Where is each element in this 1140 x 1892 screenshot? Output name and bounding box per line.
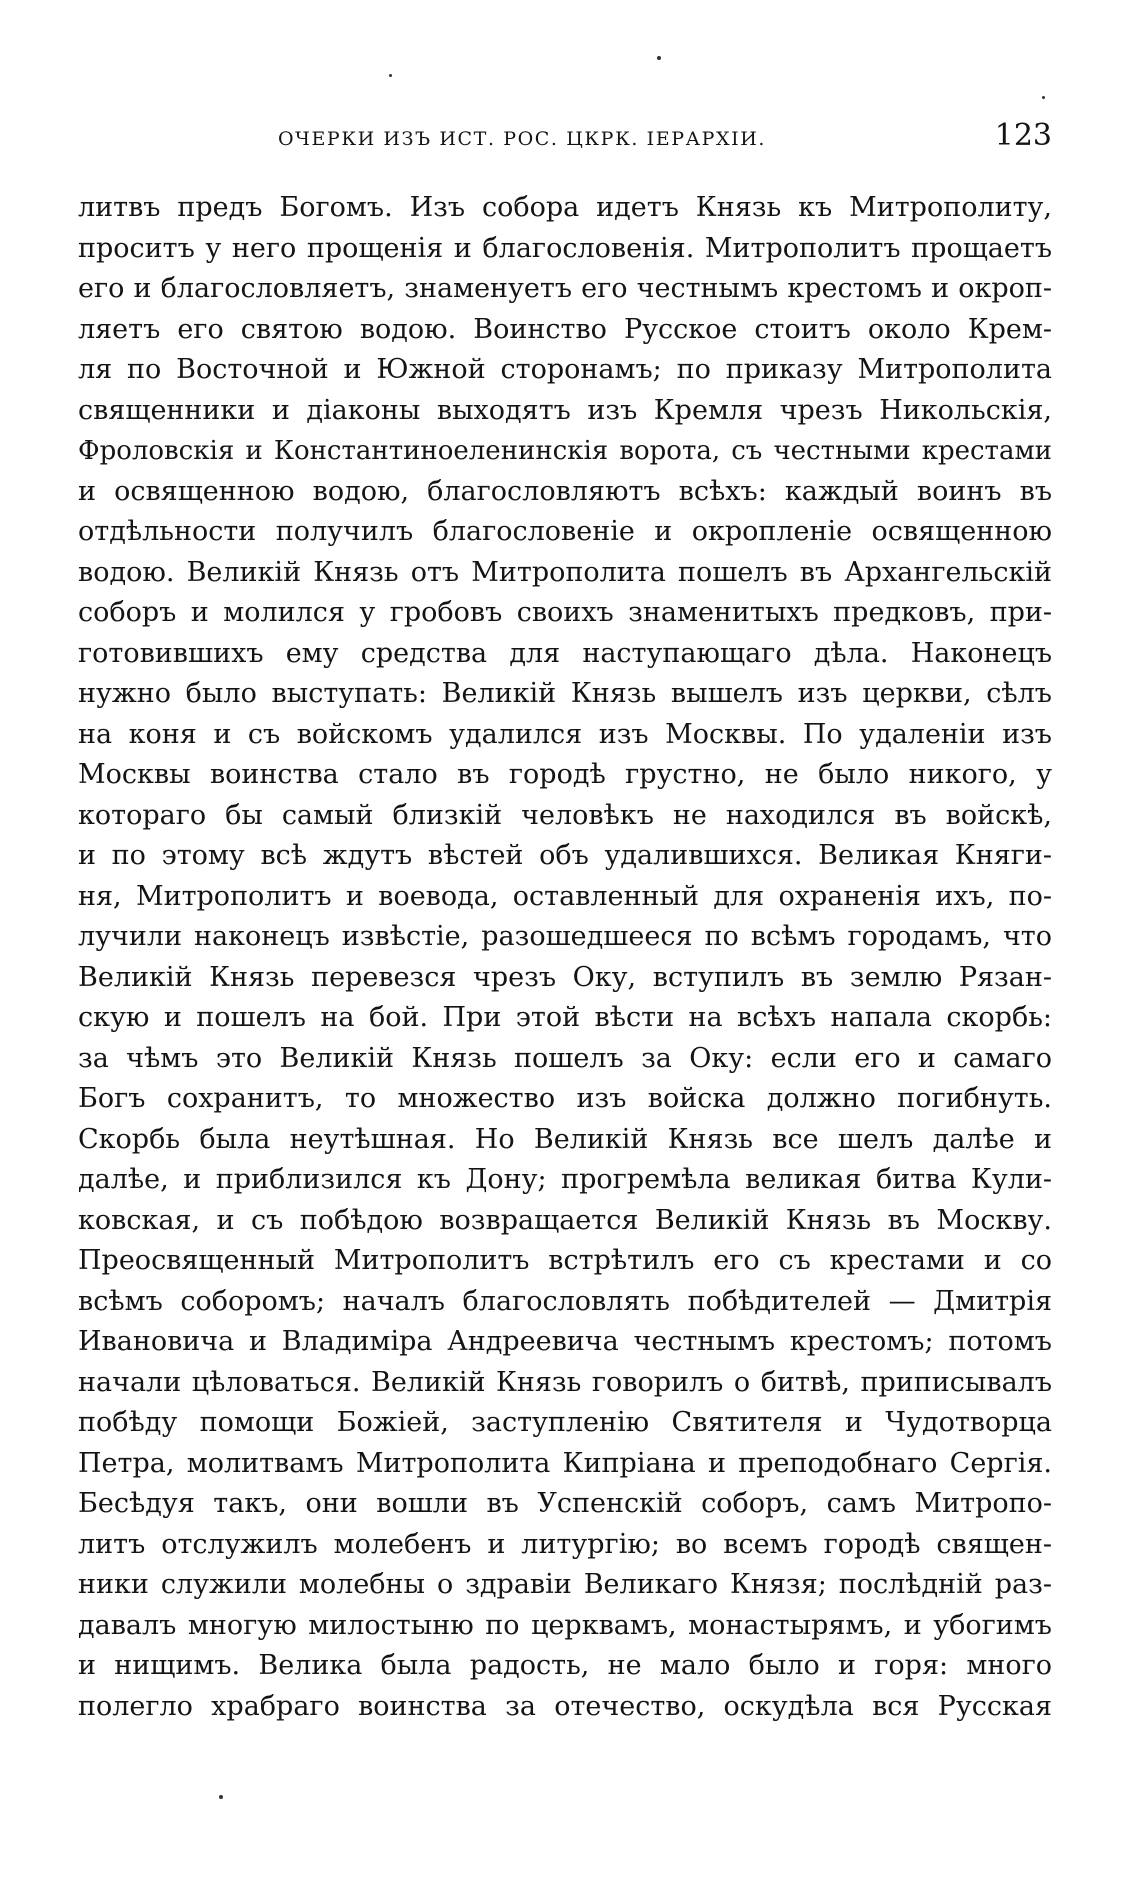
text-line: за чѣмъ это Великій Князь пошелъ за Оку: если его и самаго xyxy=(78,1042,1052,1074)
text-line: его и благословляетъ, знаменуетъ его честнымъ крестомъ и окроп- xyxy=(78,273,1052,304)
text-line: побѣду помощи Божіей, заступленію Святителя и Чудотворца xyxy=(78,1407,1052,1438)
text-line: котораго бы самый близкій человѣкъ не находился въ войскѣ, xyxy=(78,799,1052,831)
scan-speck xyxy=(1042,96,1045,99)
text-line: Скорбь была неутѣшная. Но Великій Князь все шелъ далѣе и xyxy=(78,1123,1052,1155)
text-line: всѣмъ соборомъ; началъ благословлять побѣдителей — Дмитрія xyxy=(78,1285,1052,1317)
text-line: священники и діаконы выходятъ изъ Кремля чрезъ Никольскія, xyxy=(78,394,1052,426)
text-line: и освященною водою, благословляютъ всѣхъ: каждый воинъ въ xyxy=(78,475,1052,507)
text-line: полегло храбраго воинства за отечество, оскудѣла вся Русская xyxy=(78,1690,1052,1722)
text-line: литвъ предъ Богомъ. Изъ собора идетъ Князь къ Митрополиту, xyxy=(78,192,1052,223)
text-line: Ивановича и Владиміра Андреевича честнымъ крестомъ; потомъ xyxy=(78,1326,1052,1357)
text-line: далѣе, и приблизился къ Дону; прогремѣла великая битва Кули- xyxy=(78,1164,1052,1195)
text-line: на коня и съ войскомъ удалился изъ Москвы. По удаленіи изъ xyxy=(78,718,1052,750)
text-line: и по этому всѣ ждутъ вѣстей объ удалившихся. Великая Княги- xyxy=(78,840,1052,871)
text-line: проситъ у него прощенія и благословенія. Митрополитъ прощаетъ xyxy=(78,232,1052,264)
text-line: давалъ многую милостыню по церквамъ, монастырямъ, и убогимъ xyxy=(78,1609,1052,1641)
text-line: ковская, и съ побѣдою возвращается Великій Князь въ Москву. xyxy=(78,1204,1052,1236)
scan-speck xyxy=(219,1795,223,1799)
text-line: готовившихъ ему средства для наступающаго дѣла. Наконецъ xyxy=(78,637,1052,669)
page-number: 123 xyxy=(994,118,1052,153)
text-line: Преосвященный Митрополитъ встрѣтилъ его съ крестами и со xyxy=(78,1245,1052,1276)
text-line: нужно было выступать: Великій Князь вышелъ изъ церкви, сѣлъ xyxy=(78,678,1052,709)
text-line: начали цѣловаться. Великій Князь говорилъ о битвѣ, приписывалъ xyxy=(78,1366,1052,1398)
text-line: Богъ сохранитъ, то множество изъ войска должно погибнуть. xyxy=(78,1083,1052,1114)
text-line: ля по Восточной и Южной сторонамъ; по приказу Митрополита xyxy=(78,354,1052,385)
text-line: Бесѣдуя такъ, они вошли въ Успенскій соборъ, самъ Митропо- xyxy=(78,1488,1052,1519)
body-text xyxy=(78,188,1052,1727)
scan-speck xyxy=(389,74,392,77)
text-line: и нищимъ. Велика была радость, не мало было и горя: много xyxy=(78,1650,1052,1681)
text-line: Петра, молитвамъ Митрополита Кипріана и преподобнаго Сергія. xyxy=(78,1447,1052,1479)
text-line: отдѣльности получилъ благословеніе и окропленіе освященною xyxy=(78,516,1052,547)
text-line: лучили наконецъ извѣстіе, разошедшееся по всѣмъ городамъ, что xyxy=(78,921,1052,952)
text-line: водою. Великій Князь отъ Митрополита пошелъ въ Архангельскій xyxy=(78,556,1052,588)
text-line: Фроловскія и Константиноеленинскія ворота, съ честными крестами xyxy=(78,436,1052,466)
text-line: ня, Митрополитъ и воевода, оставленный для охраненія ихъ, по- xyxy=(78,880,1052,912)
running-head xyxy=(78,118,1052,158)
text-line: литъ отслужилъ молебенъ и литургію; во всемъ городѣ священ- xyxy=(78,1528,1052,1560)
text-line: Москвы воинства стало въ городѣ грустно, не было никого, у xyxy=(78,759,1052,790)
running-head-title: ОЧЕРКИ ИЗЪ ИСТ. РОС. ЦКРК. ІЕРАРХІИ. xyxy=(278,128,767,150)
scan-speck xyxy=(657,56,661,60)
text-line: соборъ и молился у гробовъ своихъ знаменитыхъ предковъ, при- xyxy=(78,597,1052,628)
text-line: скую и пошелъ на бой. При этой вѣсти на всѣхъ напала скорбь: xyxy=(78,1002,1052,1033)
text-line: ники служили молебны о здравіи Великаго Князя; послѣдній раз- xyxy=(78,1569,1052,1600)
text-line: Великій Князь перевезся чрезъ Оку, вступилъ въ землю Рязан- xyxy=(78,961,1052,993)
text-line: ляетъ его святою водою. Воинство Русское стоитъ около Крем- xyxy=(78,313,1052,345)
